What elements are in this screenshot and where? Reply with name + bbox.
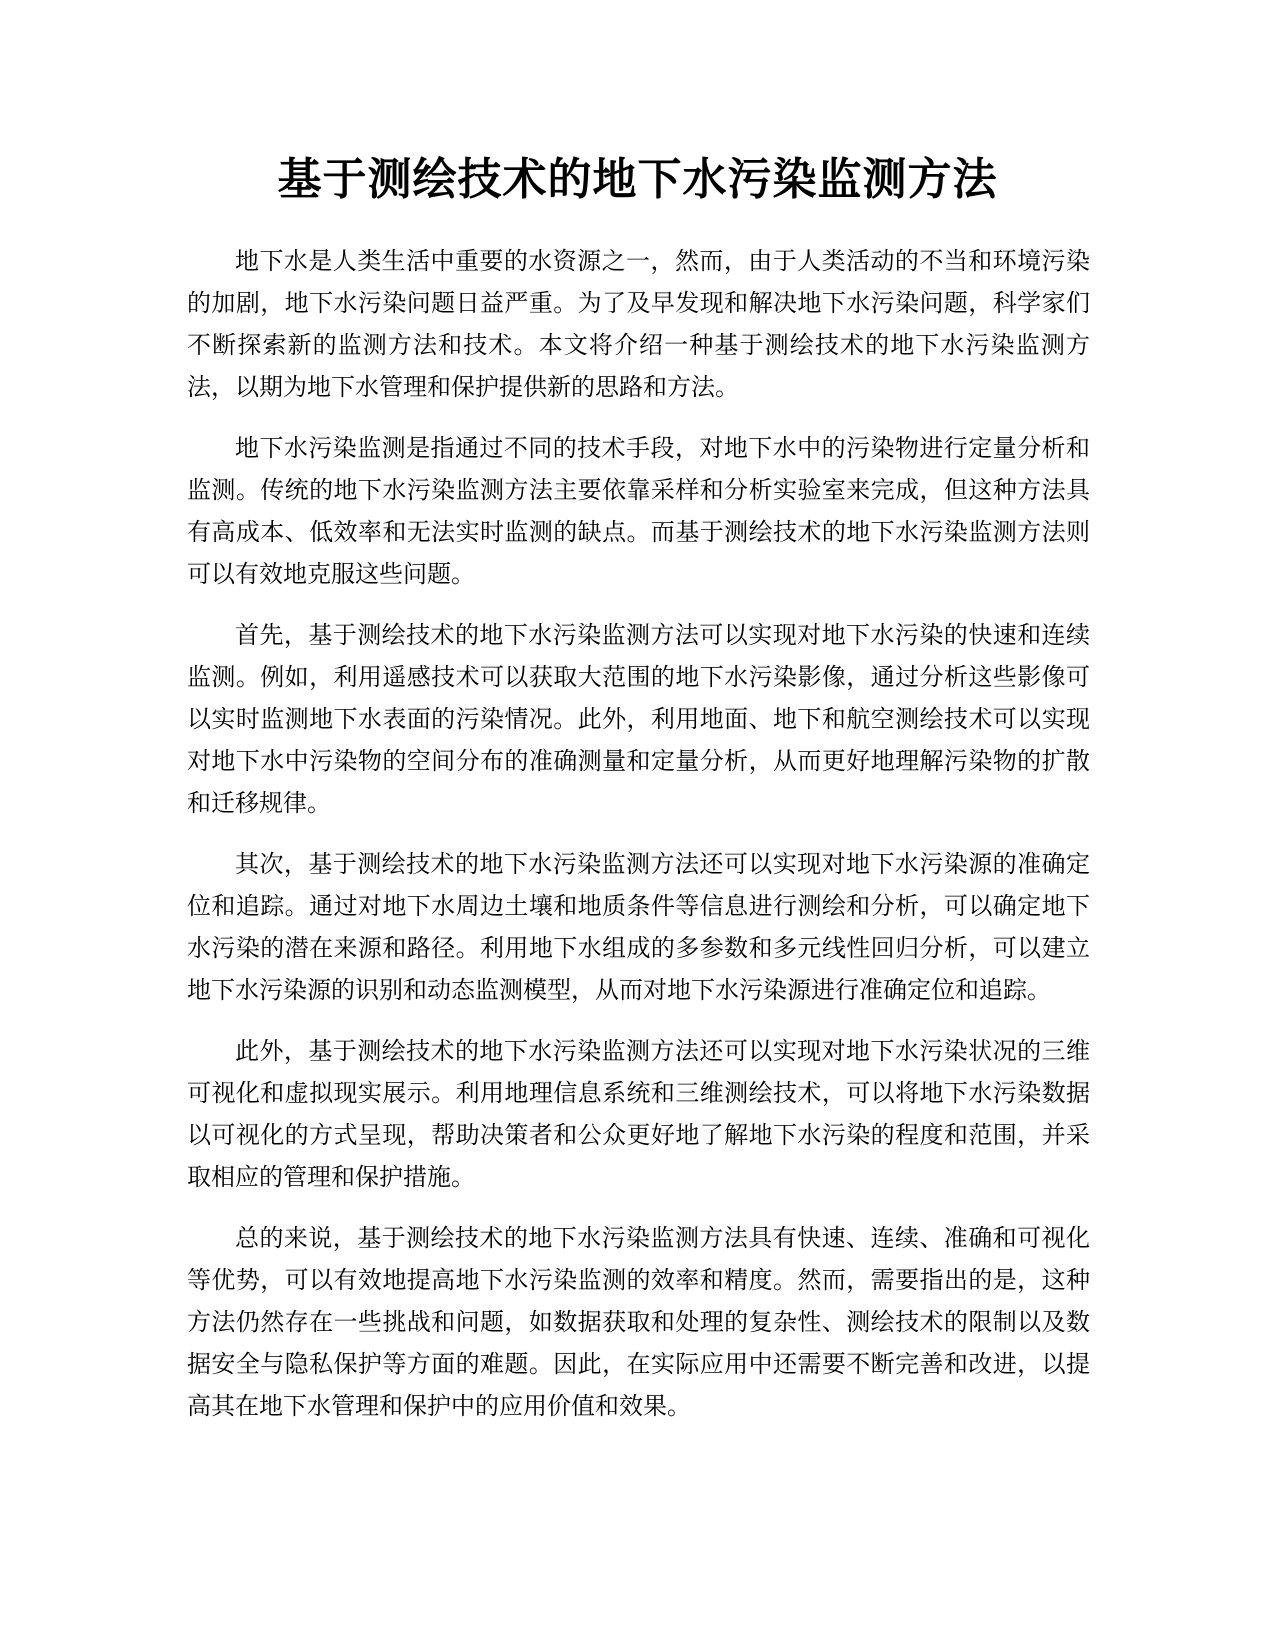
paragraph-4: 其次，基于测绘技术的地下水污染监测方法还可以实现对地下水污染源的准确定位和追踪。通过对地下水周边土壤和地质条件等信息进行测绘和分析，可以确定地下水污染的潜在来源和路径。利用地下水组成的多参数和多元线性回归分析，可以建立地下水污染源的识别和动态监测模型，从而对地下水污染源进行准确定位和追踪。	[187, 850, 1090, 1004]
paragraph-5: 此外，基于测绘技术的地下水污染监测方法还可以实现对地下水污染状况的三维可视化和虚拟现实展示。利用地理信息系统和三维测绘技术，可以将地下水污染数据以可视化的方式呈现，帮助决策者和公众更好地了解地下水污染的程度和范围，并采取相应的管理和保护措施。	[187, 1037, 1090, 1191]
paragraph-2: 地下水污染监测是指通过不同的技术手段，对地下水中的污染物进行定量分析和监测。传统的地下水污染监测方法主要依靠采样和分析实验室来完成，但这种方法具有高成本、低效率和无法实时监测的缺点。而基于测绘技术的地下水污染监测方法则可以有效地克服这些问题。	[187, 434, 1090, 588]
document-body	[187, 240, 1090, 1446]
paragraph-3: 首先，基于测绘技术的地下水污染监测方法可以实现对地下水污染的快速和连续监测。例如，利用遥感技术可以获取大范围的地下水污染影像，通过分析这些影像可以实时监测地下水表面的污染情况。此外，利用地面、地下和航空测绘技术可以实现对地下水中污染物的空间分布的准确测量和定量分析，从而更好地理解污染物的扩散和迁移规律。	[187, 621, 1090, 817]
paragraph-6: 总的来说，基于测绘技术的地下水污染监测方法具有快速、连续、准确和可视化等优势，可以有效地提高地下水污染监测的效率和精度。然而，需要指出的是，这种方法仍然存在一些挑战和问题，如数据获取和处理的复杂性、测绘技术的限制以及数据安全与隐私保护等方面的难题。因此，在实际应用中还需要不断完善和改进，以提高其在地下水管理和保护中的应用价值和效果。	[187, 1224, 1090, 1420]
paragraph-1: 地下水是人类生活中重要的水资源之一，然而，由于人类活动的不当和环境污染的加剧，地下水污染问题日益严重。为了及早发现和解决地下水污染问题，科学家们不断探索新的监测方法和技术。本文将介绍一种基于测绘技术的地下水污染监测方法，以期为地下水管理和保护提供新的思路和方法。	[187, 247, 1090, 401]
document-title: 基于测绘技术的地下水污染监测方法	[277, 154, 998, 205]
